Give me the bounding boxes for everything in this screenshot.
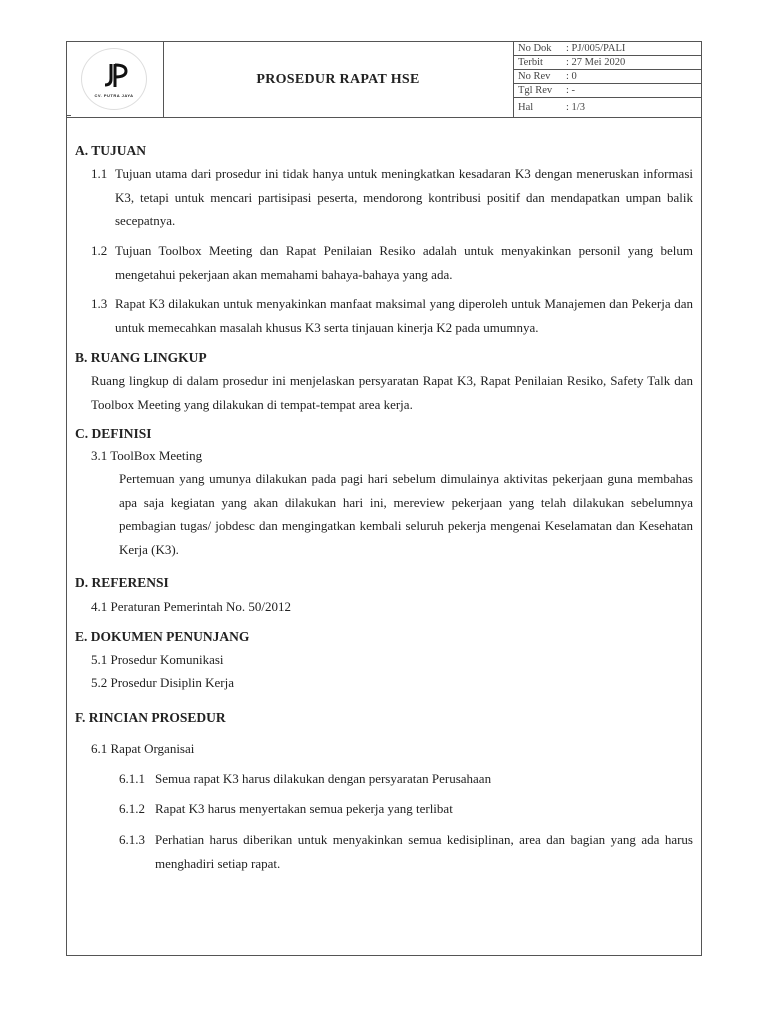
supporting-doc-5-1: 5.1 Prosedur Komunikasi: [91, 652, 224, 667]
document-title: PROSEDUR RAPAT HSE: [256, 71, 420, 87]
header-tick-mark: [67, 115, 71, 116]
document-page: [66, 41, 702, 956]
supporting-doc-5-2: 5.2 Prosedur Disiplin Kerja: [91, 675, 234, 690]
meta-row-tgl-rev: Tgl Rev : -: [513, 84, 702, 98]
definition-3-1-text: Pertemuan yang umunya dilakukan pada pagi hari sebelum dimulainya aktivitas pekerjaan guna membahas apa saja kegiatan yang akan dilakukan hari ini, mereview pekerjaan yang telah dilakukan sebelumnya pembagian tugas/ jobdesc dan mengingatkan kembali seluruh pekerja mengenai Keselamatan dan Kesehatan Kerja (K3).: [119, 471, 693, 557]
definition-3-1-title: 3.1 ToolBox Meeting: [91, 448, 203, 463]
item-1-2-text: Tujuan Toolbox Meeting dan Rapat Penilaian Resiko adalah untuk menyakinkan personil yang belum mengetahui pekerjaan akan memahami bahaya-bahaya yang ada.: [115, 243, 693, 282]
section-f-heading: F. RINCIAN PROSEDUR: [75, 710, 226, 725]
logo-cell: [67, 42, 164, 117]
procedure-6-1-3-text: Perhatian harus diberikan untuk menyakinkan semua kedisiplinan, area dan bagian yang ada harus menghadiri setiap rapat.: [155, 832, 693, 871]
company-logo: [81, 48, 147, 110]
procedure-6-1-2-number: 6.1.2: [119, 801, 145, 816]
section-a-heading: A. TUJUAN: [75, 143, 147, 158]
item-1-2-number: 1.2: [91, 243, 108, 258]
logo-text: CV. PUTRA JAYA: [94, 93, 134, 98]
item-1-1-number: 1.1: [91, 166, 108, 181]
procedure-6-1-1-text: Semua rapat K3 harus dilakukan dengan persyaratan Perusahaan: [155, 771, 492, 786]
section-b-text: Ruang lingkup di dalam prosedur ini menjelaskan persyaratan Rapat K3, Rapat Penilaian Resiko, Safety Talk dan Toolbox Meeting yang dilakukan di tempat-tempat area kerja.: [91, 373, 693, 412]
document-header: [67, 42, 701, 118]
section-b-heading: B. RUANG LINGKUP: [75, 350, 207, 365]
item-1-3-text: Rapat K3 dilakukan untuk menyakinkan manfaat maksimal yang diperoleh untuk Manajemen dan Pekerja dan untuk memecahkan masalah khusus K3 serta tinjauan kinerja K2 pada umumnya.: [115, 296, 693, 335]
title-cell: [163, 42, 514, 117]
meta-row-no-dok: No Dok : PJ/005/PALI: [513, 42, 702, 56]
procedure-6-1-1-number: 6.1.1: [119, 771, 145, 786]
item-1-3-number: 1.3: [91, 296, 108, 311]
jp-logo-icon: [102, 61, 128, 91]
meta-row-terbit: Terbit : 27 Mei 2020: [513, 56, 702, 70]
section-e-heading: E. DOKUMEN PENUNJANG: [75, 629, 250, 644]
document-meta-table: [513, 42, 702, 117]
procedure-6-1-title: 6.1 Rapat Organisai: [91, 741, 195, 756]
section-c-heading: C. DEFINISI: [75, 426, 152, 441]
procedure-6-1-2-text: Rapat K3 harus menyertakan semua pekerja yang terlibat: [155, 801, 453, 816]
section-d-heading: D. REFERENSI: [75, 575, 169, 590]
reference-item-4-1: 4.1 Peraturan Pemerintah No. 50/2012: [91, 599, 292, 614]
item-1-1-text: Tujuan utama dari prosedur ini tidak hanya untuk meningkatkan kesadaran K3 dengan meneruskan informasi K3, tetapi untuk mencari partisipasi peserta, mendorong kontribusi positif dan mendapatkan umpan balik secepatnya.: [115, 166, 693, 228]
meta-row-hal: Hal : 1/3: [518, 102, 585, 113]
meta-row-no-rev: No Rev : 0: [513, 70, 702, 84]
procedure-6-1-3-number: 6.1.3: [119, 832, 145, 847]
